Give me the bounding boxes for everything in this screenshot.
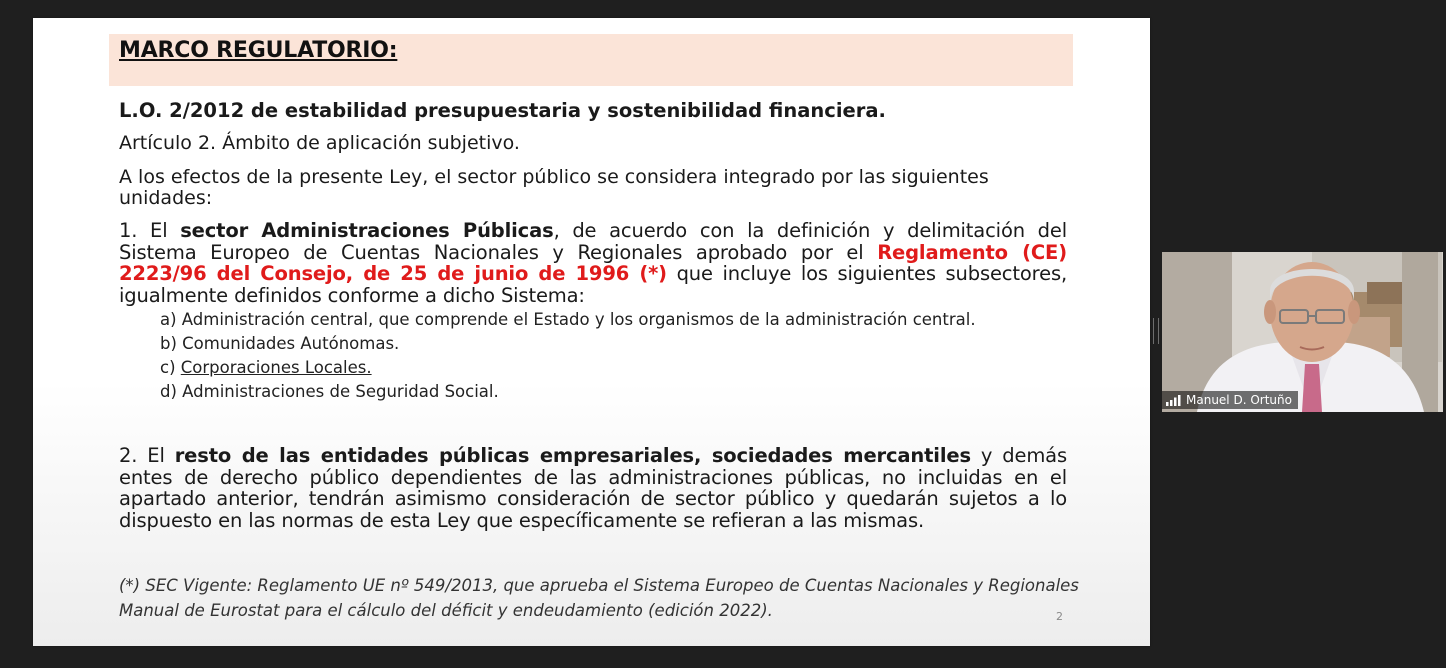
- participant-name: Manuel D. Ortuño: [1186, 393, 1292, 407]
- subsector-c-label: Corporaciones Locales.: [180, 358, 372, 377]
- footnote: [119, 573, 1079, 623]
- subsector-c-prefix: c): [160, 358, 181, 377]
- intro-line-2: unidades:: [119, 187, 213, 209]
- article-heading: Artículo 2. Ámbito de aplicación subjetivo.: [119, 132, 520, 154]
- participant-video-frame: [1162, 252, 1443, 412]
- paragraph-2: [119, 445, 1067, 531]
- p1-number: 1. El: [119, 219, 181, 242]
- subsector-a: a) Administración central, que comprende el Estado y los organismos de la administración central.: [160, 310, 976, 329]
- p1-text-2: que incluye los siguientes subsectores, igualmente definidos conforme a dicho Sistema:: [119, 262, 1068, 307]
- subsector-b: b) Comunidades Autónomas.: [160, 334, 400, 353]
- p1-regulation-reference: Reglamento (CE) 2223/96 del Consejo, de 25 de junio de 1996 (*): [119, 240, 1067, 285]
- footnote-line-2: Manual de Eurostat para el cálculo del déficit y endeudamiento (edición 2022).: [119, 601, 773, 620]
- panel-resize-handle[interactable]: [1153, 318, 1159, 344]
- presentation-slide: [33, 18, 1150, 646]
- p2-number: 2. El: [119, 444, 175, 467]
- slide-title: MARCO REGULATORIO:: [119, 38, 398, 63]
- law-title: L.O. 2/2012 de estabilidad presupuestaria y sostenibilidad financiera.: [119, 99, 886, 122]
- paragraph-1: [119, 220, 1067, 306]
- page-number: 2: [1056, 610, 1063, 623]
- subsector-c: [160, 358, 372, 377]
- participant-video-tile[interactable]: [1162, 252, 1443, 412]
- footnote-line-1: (*) SEC Vigente: Reglamento UE nº 549/2013, que aprueba el Sistema Europeo de Cuentas Nacionales y Regionales: [119, 576, 1079, 595]
- subsector-d: d) Administraciones de Seguridad Social.: [160, 382, 499, 401]
- participant-label: [1162, 391, 1298, 409]
- signal-bars-icon: [1166, 395, 1182, 406]
- p1-text-1: , de acuerdo con la definición y delimitación del Sistema Europeo de Cuentas Nacionales y Regionales aprobado por el: [119, 219, 1067, 264]
- intro-line-1: A los efectos de la presente Ley, el sector público se considera integrado por las siguientes: [119, 166, 989, 188]
- p1-bold-term: sector Administraciones Públicas: [180, 219, 554, 242]
- p2-text: y demás entes de derecho público dependientes de las administraciones públicas, no incluidas en el apartado anterior, tendrán asimismo consideración de sector público y quedarán sujetos a lo dispuesto en las normas de esta Ley que específicamente se refieran a las mismas.: [119, 444, 1067, 532]
- p2-bold-term: resto de las entidades públicas empresariales, sociedades mercantiles: [174, 444, 971, 467]
